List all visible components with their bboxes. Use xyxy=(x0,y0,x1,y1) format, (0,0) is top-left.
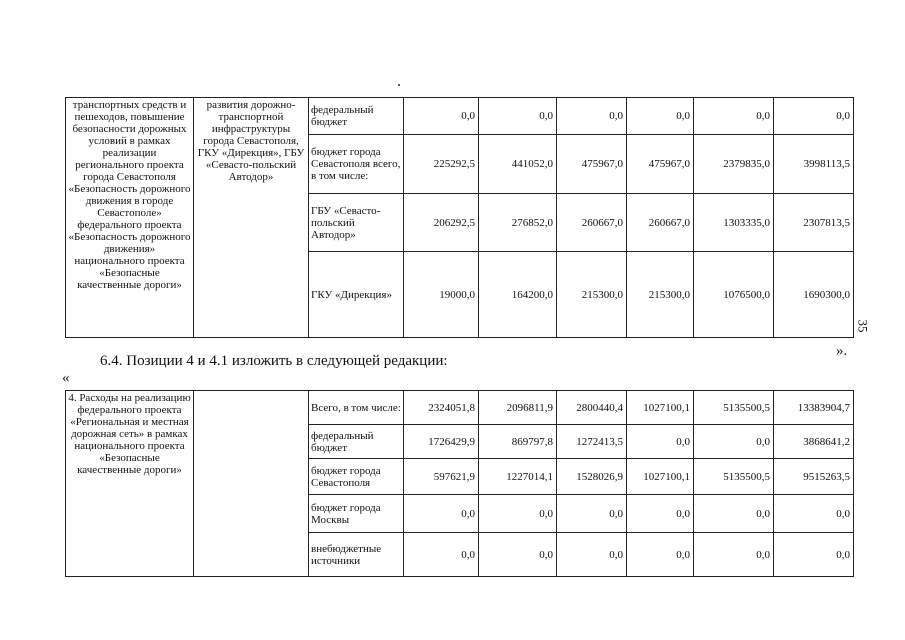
value-cell: 0,0 xyxy=(557,495,627,533)
funding-source: федеральный бюджет xyxy=(309,98,404,135)
value-cell: 1227014,1 xyxy=(479,459,557,495)
value-cell: 0,0 xyxy=(479,495,557,533)
value-cell: 5135500,5 xyxy=(694,459,774,495)
expense-description: 4. Расходы на реализацию федерального проекта «Региональная и местная дорожная сеть» в рамках национального проекта «Безопасные качественные дороги» xyxy=(66,391,194,577)
value-cell: 0,0 xyxy=(404,533,479,577)
responsible-executor: развития дорожно-транспортной инфраструктуры города Севастополя, ГКУ «Дирекция», ГБУ «Севасто-польский Автодор» xyxy=(194,98,309,338)
budget-table-position-4 xyxy=(65,390,854,577)
value-cell: 2800440,4 xyxy=(557,391,627,425)
value-cell: 0,0 xyxy=(627,495,694,533)
value-cell: 2324051,8 xyxy=(404,391,479,425)
value-cell: 206292,5 xyxy=(404,194,479,252)
activity-description: транспортных средств и пешеходов, повышение безопасности дорожных условий в рамках реализации регионального проекта города Севастополя «Безопасность дорожного движения в городе Севастополе» федерального проекта «Безопасность дорожного движения» национального проекта «Безопасные качественные дороги» xyxy=(66,98,194,338)
funding-source: ГБУ «Севасто-польский Автодор» xyxy=(309,194,404,252)
funding-source: внебюджетные источники xyxy=(309,533,404,577)
value-cell: 215300,0 xyxy=(557,252,627,338)
value-cell: 215300,0 xyxy=(627,252,694,338)
funding-source: бюджет города Севастополя всего, в том числе: xyxy=(309,135,404,194)
value-cell: 13383904,7 xyxy=(774,391,854,425)
value-cell: 0,0 xyxy=(557,533,627,577)
value-cell: 0,0 xyxy=(774,533,854,577)
value-cell: 0,0 xyxy=(694,425,774,459)
section-heading: 6.4. Позиции 4 и 4.1 изложить в следующей редакции: xyxy=(100,353,448,369)
value-cell: 1027100,1 xyxy=(627,459,694,495)
value-cell: 19000,0 xyxy=(404,252,479,338)
value-cell: 164200,0 xyxy=(479,252,557,338)
value-cell: 1272413,5 xyxy=(557,425,627,459)
value-cell: 475967,0 xyxy=(557,135,627,194)
value-cell: 276852,0 xyxy=(479,194,557,252)
funding-source: бюджет города Москвы xyxy=(309,495,404,533)
value-cell: 0,0 xyxy=(694,533,774,577)
value-cell: 0,0 xyxy=(774,495,854,533)
value-cell: 260667,0 xyxy=(557,194,627,252)
value-cell: 869797,8 xyxy=(479,425,557,459)
responsible-executor xyxy=(194,391,309,577)
value-cell: 2379835,0 xyxy=(694,135,774,194)
opening-quote: « xyxy=(62,370,70,386)
funding-source: Всего, в том числе: xyxy=(309,391,404,425)
value-cell: 2096811,9 xyxy=(479,391,557,425)
value-cell: 0,0 xyxy=(557,98,627,135)
value-cell: 0,0 xyxy=(479,98,557,135)
value-cell: 0,0 xyxy=(627,533,694,577)
value-cell: 5135500,5 xyxy=(694,391,774,425)
value-cell: 0,0 xyxy=(694,98,774,135)
value-cell: 1690300,0 xyxy=(774,252,854,338)
value-cell: 0,0 xyxy=(627,98,694,135)
value-cell: 597621,9 xyxy=(404,459,479,495)
value-cell: 1076500,0 xyxy=(694,252,774,338)
value-cell: 0,0 xyxy=(404,98,479,135)
value-cell: 0,0 xyxy=(694,495,774,533)
page-number: 35 xyxy=(855,319,871,333)
value-cell: 0,0 xyxy=(479,533,557,577)
value-cell: 3868641,2 xyxy=(774,425,854,459)
scan-speck xyxy=(398,84,400,86)
value-cell: 1528026,9 xyxy=(557,459,627,495)
value-cell: 441052,0 xyxy=(479,135,557,194)
funding-source: бюджет города Севастополя xyxy=(309,459,404,495)
funding-source: федеральный бюджет xyxy=(309,425,404,459)
value-cell: 0,0 xyxy=(627,425,694,459)
value-cell: 475967,0 xyxy=(627,135,694,194)
value-cell: 1027100,1 xyxy=(627,391,694,425)
value-cell: 2307813,5 xyxy=(774,194,854,252)
value-cell: 260667,0 xyxy=(627,194,694,252)
value-cell: 225292,5 xyxy=(404,135,479,194)
value-cell: 1303335,0 xyxy=(694,194,774,252)
budget-table-continued xyxy=(65,97,854,338)
value-cell: 9515263,5 xyxy=(774,459,854,495)
value-cell: 3998113,5 xyxy=(774,135,854,194)
value-cell: 0,0 xyxy=(404,495,479,533)
funding-source: ГКУ «Дирекция» xyxy=(309,252,404,338)
value-cell: 0,0 xyxy=(774,98,854,135)
closing-quote: ». xyxy=(836,343,848,359)
value-cell: 1726429,9 xyxy=(404,425,479,459)
